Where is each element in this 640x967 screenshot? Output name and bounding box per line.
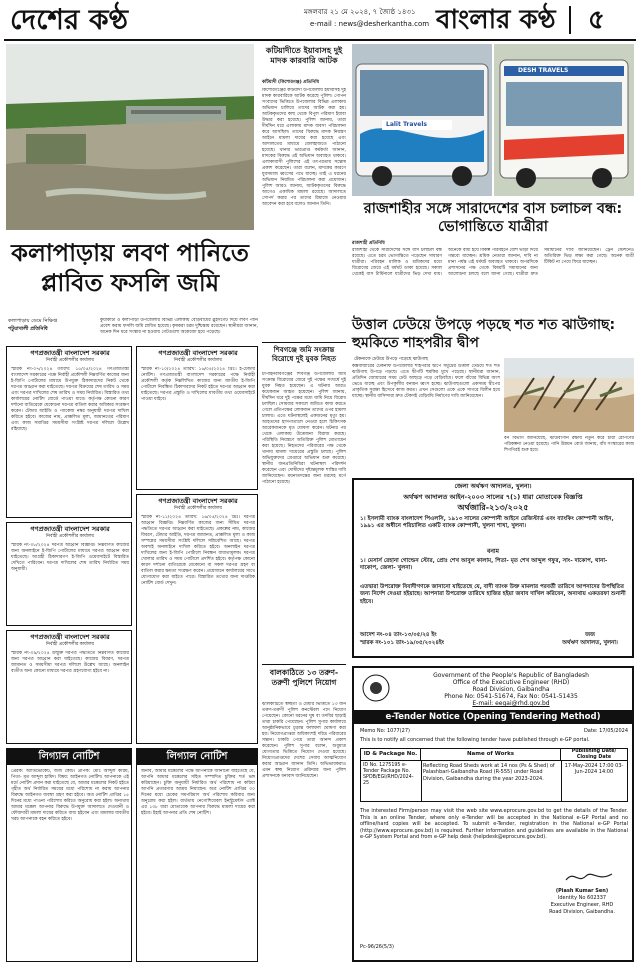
masthead [4,2,636,38]
story5-headline: শিবগঞ্জে জমি সংক্রান্ত বিরোধে দুই যুবক নিহত [272,346,336,363]
court-notice [352,478,634,658]
etender-col-line-1 [421,761,422,802]
story1-body: কুয়াকাটা ও কলাপাড়া উপজেলার বিভিন্ন এলাকায় বেড়িবাঁধের স্লুইসগেট দিয়ে লবণ পানি প্রবেশ করায় ফসলি জমি প্লাবিত হয়েছে। কৃষকরা চরম দুশ্চিন্তায় রয়েছেন। স্থানীয়রা জানান, অনেক দিন ধরে সংস্কার না হওয়ায় গেটগুলো অকেজো হয়ে পড়েছে। [100,318,258,335]
court-case-no: অর্থজারি-২১৩/২০২৫ [457,503,529,512]
court-sign-label: জজ [585,632,595,638]
etender-td-work: Reflecting Road Sheds work at 14 nos (Ps & Shed) of Palashbari-Gaibandha Road (R-555) under Road Division, Gaibandha during the year 2023-2024. [423,763,555,782]
court-para1: ১। ইসলামী ব্যাংক বাংলাদেশ পিএলসি, ১৯১৩ সালের কোম্পানী আইনে রেজিস্টার্ড এবং ব্যাংকিং কোম্পানী আইন, ১৯৯১ এর অধীনে পরিচালিত একটি ব্যাংক কোম্পানী, খুলনা শাখা, খুলনা। [360,516,614,530]
court-para2: ১। মেসার্স রেহানা গোল্ডেন স্টোর, প্রোঃ শেখ আবুল কালাম, পিতা- মৃত শেখ আব্দুল গফুর, সাং- দাকোপ, থানা- দাকোপ, জেলা- খুলনা। [360,558,608,572]
etender-division: Road Division, Gaibandha [472,686,550,693]
notice-gov2-title: গণপ্রজাতন্ত্রী বাংলাদেশ সরকার [30,525,110,533]
etender-th-id: ID & Package No. [361,749,421,761]
legal-notice-2 [136,748,258,962]
story4-caption: টেকনাফে ঢেউয়ে উপড়ে পড়েছে ঝাউগাছ [354,357,428,362]
story6-headline: বালকাঠিতে ১৩ তরুণ-তরুণী পুলিশে নিয়োগ [269,668,339,687]
masthead-divider [569,6,571,34]
etender-intro: This is to notify all concerned that the following tender have published through e-GP portal. [360,737,590,743]
legal2-body: জনাব, আমার মক্কেলের পক্ষে আপনাকে জানানো যাইতেছে যে, আপনি আমার মক্কেলের সহিত সম্পাদিত চুক্তির শর্ত ভঙ্গ করিয়াছেন। চুক্তি অনুযায়ী নির্ধারিত অর্থ পরিশোধ না করিয়া আপনি প্রতারণার আশ্রয় নিয়াছেন। অত্র নোটিশ প্রাপ্তির ৩০ দিনের মধ্যে চেকের সমপরিমাণ অর্থ পরিশোধ করিবার জন্য অনুরোধ করা হইল। ব্যর্থতায় নেগোশিয়েবল ইনস্ট্রুমেন্টস এ্যাক্ট এর ১৩৮ ধারা মোতাবেক আপনার বিরুদ্ধে মামলা দায়ের করা হইবে। ইহাই আপনার প্রতি শেষ নোটিশ। [141,769,255,816]
masthead-rule [4,39,636,41]
court-para3: এতদ্বারা উপরোক্ত বিবাদীগণকে জানানো যাইতেছে যে, বাদী ব্যাংক উক্ত মামলার পরবর্তী তারিখে আপনাদের উপস্থিতির জন্য নির্দেশ দেওয়া হইয়াছে। আপনারা উপরোক্ত তারিখে হাজির হইয়া জবাব দাখিল করিবেন, অন্যথায় একতরফা শুনানী হইবে। [360,584,626,605]
legal2-title: লিগ্যাল নোটিশ [166,751,228,762]
story4-body-right: বন বিভাগ জানিয়েছে, ঝাউবাগান রক্ষায় নতুন করে চারা রোপণের পরিকল্পনা নেওয়া হয়েছে। পানি উন্নয়ন বোর্ড জানায়, বাঁধ সংস্কারের কাজ শিগগিরই শুরু হবে। [504,436,634,453]
court-header: জেলা অর্থঋণ আদালত, খুলনা। [454,483,532,490]
etender-title: e-Tender Notice (Opening Tendering Method) [385,712,601,722]
gov-emblem [362,674,390,702]
etender-footer: The interested Firm/person may visit the web site www.eprocure.gov.bd to get the details of the Tender. This is an online Tender, where only e-Tender will be accepted in the National e-GP Portal and no offline/hard copies will be accepted. To submit e-Tender, registration in the National e-GP Portal (http://www.eprocure.gov.bd) is required. Further information and guidelines are available in the National e-GP System Portal and from e-GP help desk (helpdesk@eprocure.gov.bd). [360,808,628,841]
etender-memo: Memo No: 1077(27) [360,728,410,734]
court-vs: বনাম [487,548,499,555]
dam-photo [6,44,254,230]
notice-gov4-title: গণপ্রজাতন্ত্রী বাংলাদেশ সরকার [158,349,238,357]
etender-th-dates: Publishing Date/ Closing Date [561,749,627,761]
etender-notice [352,666,634,962]
notice-gov3-title: গণপ্রজাতন্ত্রী বাংলাদেশ সরকার [30,633,110,641]
story4-headline: উত্তাল ঢেউয়ে উপড়ে পড়ছে শত শত ঝাউগাছ: হুমকিতে শাহপরীর দ্বীপ [352,317,616,351]
notice-gov3-sub: নির্বাহী প্রকৌশলীর কার্যালয় [45,642,95,647]
etender-signer-div: Road Division, Gaibandha. [549,909,615,915]
notice-gov3-body: স্মারক নং-০৯/২০২৪ উন্মুক্ত দরপত্র পদ্ধতিতে নিম্নবর্ণিত কাজের জন্য দরপত্র আহ্বান করা যাইতেছে। কাজের বিবরণ, দরপত্র জামানত ও সময়সীমা দরপত্র দলিলে উল্লেখ আছে। অনলাইন ব্যতীত অন্য কোনো মাধ্যমে দরপত্র গ্রহণযোগ্য হইবে না। [11,651,129,674]
court-footer-2: স্মারক নং-১০১ তাং-১৯/০৫/২০২৪ইং [360,640,445,646]
notice-gov3 [6,630,132,744]
notice-gov5 [136,494,258,744]
notice-gov4-sub: নির্বাহী প্রকৌশলীর কার্যালয় [173,358,223,363]
etender-gov-line: Government of the People's Republic of Bangladesh [433,672,589,679]
story6-body: ঝালকাঠিতে স্বচ্ছতা ও মেধার ভিত্তিতে ১৩ জন তরুণ-তরুণী পুলিশ কনস্টেবল পদে নিয়োগ পেয়েছেন। কোনো ধরনের ঘুষ বা তদবির ছাড়াই তারা চাকরি পেয়েছেন। পুলিশ সুপার কার্যালয়ে আনুষ্ঠানিকভাবে চূড়ান্ত ফলাফল ঘোষণা করা হয়। নিয়োগপ্রাপ্তরা অধিকাংশই দরিদ্র পরিবারের সন্তান। চাকরি পেয়ে তারা আনন্দ প্রকাশ করেছেন। পুলিশ সুপার বলেন, শুধুমাত্র যোগ্যতার ভিত্তিতে নিয়োগ দেওয়া হয়েছে। নিয়োগপ্রাপ্তদের দেশের সেবায় আত্মনিয়োগ করার আহ্বান জানান তিনি। অভিভাবকরাও এমন স্বচ্ছ নিয়োগ প্রক্রিয়ার জন্য পুলিশ প্রশাসনকে ধন্যবাদ জানিয়েছেন। [262,702,346,779]
bus1-logo-text: Lalit Travels [386,121,427,128]
story3-byline: রাজশাহী প্রতিনিধি [352,241,385,246]
bus2-logo-text: DESH TRAVELS [518,67,569,74]
notice-gov1-title: গণপ্রজাতন্ত্রী বাংলাদেশ সরকার [30,349,110,357]
etender-signer-id: Identity No 602337 [557,895,607,901]
story2-body: কিশোরগঞ্জের কটিয়াদী উপজেলায় ইয়াবাসহ দুই মাদক কারবারিকে আটক করেছে পুলিশ। গোপন সংবাদের ভিত্তিতে উপজেলার বিভিন্ন এলাকায় অভিযান চালিয়ে তাদের আটক করা হয়। আটককৃতদের কাছ থেকে বিপুল পরিমাণ ইয়াবা উদ্ধার করা হয়েছে। পুলিশ জানায়, তারা দীর্ঘদিন ধরে এলাকায় মাদক ব্যবসা পরিচালনা করে আসছিল। তাদের বিরুদ্ধে মাদক নিয়ন্ত্রণ আইনে মামলা দায়ের করা হয়েছে এবং আদালতের মাধ্যমে জেলহাজতে পাঠানো হয়েছে। থানার ভারপ্রাপ্ত কর্মকর্তা জানান, মাদকের বিরুদ্ধে এই অভিযান অব্যাহত থাকবে। এলাকাবাসী পুলিশের এই তৎপরতায় সন্তোষ প্রকাশ করেছেন। তারা বলেন, মাদকের কারণে যুবসমাজ ধ্বংসের পথে যাচ্ছে। তাই এ ধরনের অভিযান নিয়মিত পরিচালনা করা প্রয়োজন। পুলিশ আরও জানায়, আটককৃতদের বিরুদ্ধে আগেও একাধিক মামলা রয়েছে। আদালতে সোপর্দ করার পর তাদের রিমান্ডে নেওয়ার আবেদন করা হবে বলেও জানান তিনি। [262,88,346,207]
story1-byline: পটুয়াখালী প্রতিনিধি [8,326,48,332]
bus-photo-2 [494,44,634,196]
masthead-left-title: দেশের কণ্ঠ [10,3,129,36]
notice-gov4 [136,346,258,490]
notice-gov2 [6,522,132,626]
story5-body: চাঁপাইনবাবগঞ্জের শিবগঞ্জ উপজেলায় জমি সংক্রান্ত বিরোধের জেরে দুই পক্ষের সংঘর্ষে দুই যুবক নিহত হয়েছেন। এ ঘটনায় আরও কয়েকজন আহত হয়েছেন। পুলিশ জানায়, দীর্ঘদিন ধরে দুই পক্ষের মধ্যে জমি নিয়ে বিরোধ চলছিল। সোমবার সকালে জমিতে কাজ করতে গেলে প্রতিপক্ষের লোকজন তাদের ওপর হামলা চালায়। এতে ঘটনাস্থলেই একজনের মৃত্যু হয়। আহতদের হাসপাতালে নেওয়া হলে চিকিৎসক আরেকজনকে মৃত ঘোষণা করেন। ঘটনার পর থেকে এলাকায় উত্তেজনা বিরাজ করছে। পরিস্থিতি নিয়ন্ত্রণে অতিরিক্ত পুলিশ মোতায়েন করা হয়েছে। নিহতদের পরিবারের পক্ষ থেকে থানায় মামলা দায়েরের প্রস্তুতি চলছে। পুলিশ অভিযুক্তদের গ্রেপ্তারে অভিযান শুরু করেছে। স্থানীয় জনপ্রতিনিধিরা ঘটনাস্থল পরিদর্শন করেছেন এবং দোষীদের দৃষ্টান্তমূলক শাস্তির দাবি জানিয়েছেন। ময়নাতদন্তের জন্য মরদেহ মর্গে পাঠানো হয়েছে। [262,372,346,485]
story4-body-left: কক্সবাজারের টেকনাফ উপজেলার শাহপরীর দ্বীপে সমুদ্রের উত্তাল ঢেউয়ে শত শত ঝাউগাছ উপড়ে পড়ছে। এতে দ্বীপটি হুমকির মুখে পড়েছে। স্থানীয়রা জানান, প্রতিদিন জোয়ারের সময় ঢেউ আছড়ে পড়ে বেড়িবাঁধে। ফলে বাঁধের বিভিন্ন অংশ ভেঙে যাচ্ছে এবং উপকূলীয় বনায়ন ধ্বংস হচ্ছে। ঝাউগাছগুলো একসময় দ্বীপের প্রাকৃতিক সুরক্ষা হিসেবে কাজ করত। এখন সেগুলো একে একে সাগরে বিলীন হয়ে যাচ্ছে। স্থানীয় বাসিন্দারা দ্রুত টেকসই বেড়িবাঁধ নির্মাণের দাবি জানিয়েছেন। [352,364,500,399]
casuarina-photo [504,358,634,432]
masthead-email: e-mail : news@desherkantha.com [310,20,430,28]
etender-email: E-mail: eegai@rhd.gov.bd [472,700,550,707]
etender-th-work: Name of Works [421,749,561,761]
court-footer-1: আদেশ নং-০৪ তাং-১৩/০৫/২৪ ইং [360,632,437,638]
masthead-date: মঙ্গলবার ২১ মে ২০২৪, ৭ জ্যৈষ্ঠ ১৪৩১ [304,8,416,16]
notice-gov5-body: স্মারক নং-১১/২০২৪ তারিখ: ১৬/০৫/২০২৪ খ্রিঃ। দরপত্র আহ্বান বিজ্ঞপ্তি। নিম্নবর্ণিত কাজের জন্য সীমিত দরপত্র পদ্ধতিতে দরপত্র আহ্বান করা যাইতেছে। প্রকল্পের নাম, কাজের বিবরণ, টেন্ডার আইডি, দরপত্র জামানত, প্রাক্কলিত মূল্য ও কাজ সম্পন্নের সময়সীমা সংশ্লিষ্ট দলিলে সন্নিবেশিত আছে। দরপত্র অবশ্যই অনলাইনে দাখিল করিতে হইবে। অনলাইন দরপত্র দাখিলের জন্য ই-জিপি পোর্টালে নিবন্ধন বাধ্যতামূলক। দরপত্র খোলার তারিখ ও সময় পোর্টালে প্রদর্শিত হইবে। কর্তৃপক্ষ কোনো কারণ দর্শানো ব্যতিরেকে যেকোনো বা সকল দরপত্র গ্রহণ বা বাতিল করার ক্ষমতা সংরক্ষণ করেন। প্রয়োজনে কার্যালয়ের সাথে যোগাযোগ করা যাইতে পারে। বিস্তারিত তথ্যের জন্য দাপ্তরিক নোটিশ বোর্ড দেখুন। [141,515,255,586]
etender-signer-title: Executive Engineer, RHD [550,902,614,908]
court-section: অর্থঋণ আদালত আইন-২০০৩ সালের ৭(১) ধারা মোতাবেক বিজ্ঞপ্তি [403,493,583,501]
etender-date: Date: 17/05/2024 [583,728,628,734]
story3-body: রাজশাহী থেকে সারাদেশের সঙ্গে বাস চলাচল বন্ধ রয়েছে। এতে চরম ভোগান্তিতে পড়েছেন সাধারণ যাত্রীরা। পরিবহন মালিক ও শ্রমিকদের মধ্যে বিরোধের জেরে এই ধর্মঘট ডাকা হয়েছে। সকাল থেকেই বাস টার্মিনালে যাত্রীদের ভিড় দেখা যায়। অনেকে বাধ্য হয়ে বিকল্প পরিবহনে বেশি ভাড়া দিয়ে গন্তব্যে যাচ্ছেন। শ্রমিক নেতারা জানান, দাবি না মানা পর্যন্ত এই ধর্মঘট অব্যাহত থাকবে। অপরদিকে প্রশাসনের পক্ষ থেকে বিষয়টি সমাধানের জন্য আলোচনা চলছে বলে জানা গেছে। যাত্রীরা দ্রুত সমাধানের দাবি জানিয়েছেন। ট্রেন স্টেশনেও অতিরিক্ত ভিড় লক্ষ্য করা গেছে। অনেক যাত্রী টিকিট না পেয়ে ফিরে যাচ্ছেন। [352,248,634,277]
etender-col-line-2 [561,761,562,802]
story6-top-rule [262,664,346,665]
notice-gov5-sub: নির্বাহী প্রকৌশলীর কার্যালয় [173,506,223,511]
legal1-body: প্রেরক: অ্যাডভোকেট, জজ কোর্ট। প্রাপক: মোঃ আব্দুল করিম, পিতা- মৃত আব্দুল হামিদ। বিষয়: আইনগত নোটিশ। আপনাকে এই মর্মে নোটিশ প্রদান করা যাইতেছে যে, আমার মক্কেলের নিকট হইতে গৃহীত অর্থ নির্ধারিত সময়ের মধ্যে পরিশোধ না করায় আপনার বিরুদ্ধে আইনগত ব্যবস্থা গ্রহণ করা হইবে। অত্র নোটিশ প্রাপ্তির ১৫ দিনের মধ্যে পাওনা পরিশোধ করিতে অনুরোধ করা হইল। অন্যথায় আমার মক্কেল আপনার বিরুদ্ধে উপযুক্ত আদালতে দেওয়ানী ও ফৌজদারী মামলা দায়ের করিতে বাধ্য হইবেন এবং মামলার যাবতীয় খরচ আপনাকে বহন করিতে হইবে। [11,769,129,822]
etender-table [360,748,628,802]
notice-gov5-title: গণপ্রজাতন্ত্রী বাংলাদেশ সরকার [158,497,238,505]
etender-phone: Phone No: 0541-51674, Fax No: 0541-51435 [444,693,578,700]
notice-gov1-sub: নির্বাহী প্রকৌশলীর কার্যালয় [45,358,95,363]
story2-byline: কটিয়াদী (কিশোরগঞ্জ) প্রতিনিধি [262,80,320,85]
notice-gov4-body: স্মারক নং-১০/২০২৪ তারিখ: ১৬/০৫/২০২৪ খ্রিঃ। ই-টেন্ডার নোটিশ। গণপ্রজাতন্ত্রী বাংলাদেশ সরকারের পক্ষে নির্বাহী প্রকৌশলী কর্তৃক নিম্নলিখিত কাজের জন্য জাতীয় ই-জিপি পোর্টালে নিবন্ধিত ঠিকাদারদের নিকট হইতে দরপত্র আহ্বান করা যাইতেছে। দরপত্র প্রস্তুতি ও দাখিলের যাবতীয় তথ্য ওয়েবসাইটে পাওয়া যাইবে। [141,367,255,402]
etender-office: Office of the Executive Engineer (RHD) [452,679,570,686]
etender-ref: Pc-96/26(5/3) [360,944,394,950]
story5-top-rule [262,342,346,343]
page-number: ৫ [588,5,605,35]
notice-gov1 [6,346,132,518]
etender-signer-name: (Piash Kumar Sen) [555,888,609,894]
story1-caption: কলাপাড়ায় ডেমে নিক্ষিপ্ত [8,318,58,324]
etender-td-id: ID No. 1275195 e-Tender Package No. SPDB/EGI/RHD/2024-25 [363,763,414,786]
legal1-title: লিগ্যাল নোটিশ [38,751,100,762]
bus-photo-1 [352,44,492,196]
story2-headline: কটিয়াদীতে ইয়াবাসহ দুই মাদক কারবারি আটক [265,46,343,65]
legal-notice-1 [6,748,132,962]
story1-headline: কলাপাড়ায় লবণ পানিতে প্লাবিত ফসলি জমি [11,239,249,297]
court-sign-office: অর্থঋণ আদালত, খুলনা। [562,640,618,646]
notice-gov2-body: স্মারক নং-০৮/২০২৪ দরপত্র আহ্বান বিজ্ঞপ্তি। নিম্নবর্ণিত কাজের জন্য অনলাইনে ই-জিপি পোর্টালের মাধ্যমে দরপত্র আহ্বান করা যাইতেছে। আগ্রহী ঠিকাদারগণ ই-জিপি ওয়েবসাইটে বিস্তারিত দেখিতে পারিবেন। দরপত্র দাখিলের শেষ তারিখ নির্ধারিত সময় অনুযায়ী। [11,543,129,572]
signature-mark [564,868,614,886]
notice-gov1-body: স্মারক নং-০৭/২০২৪ তারিখ: ১৫/০৫/২০২৪ গণপ্রজাতন্ত্রী বাংলাদেশ সরকারের পক্ষে নির্বাহী প্রকৌশলী নিম্নবর্ণিত কাজের জন্য ই-জিপি পোর্টালের মাধ্যমে উপযুক্ত ঠিকাদারদের নিকট থেকে দরপত্র আহ্বান করা যাইতেছে। দরপত্র বিক্রয়ের শেষ তারিখ ও সময় এবং দরপত্র দাখিলের শেষ তারিখ ও সময় নির্ধারিত। বিস্তারিত তথ্য কার্যালয়ের নোটিশ বোর্ডে পাওয়া যাবে। কর্তৃপক্ষ কোনো কারণ দর্শানো ব্যতিরেকে যেকোনো দরপত্র বাতিল করার অধিকার সংরক্ষণ করেন। টেন্ডার আইডি ও প্যাকেজ নম্বর অনুযায়ী দরপত্র দাখিল করিতে হইবে। কাজের নাম, প্রাক্কলিত মূল্য, জামানতের পরিমাণ এবং কাজ সমাপ্তির সময়সীমা সংশ্লিষ্ট দরপত্র দলিলে উল্লেখ রহিয়াছে। [11,367,129,432]
masthead-right-title: বাংলার কণ্ঠ [436,5,556,35]
story3-headline: রাজশাহীর সঙ্গে সারাদেশের বাস চলাচল বন্ধ: ভোগান্তিতে যাত্রীরা [363,201,623,235]
notice-gov2-sub: নির্বাহী প্রকৌশলীর কার্যালয় [45,534,95,539]
etender-td-dates: 17-May-2024 17:00 03-Jun-2024 14:00 [564,763,624,776]
